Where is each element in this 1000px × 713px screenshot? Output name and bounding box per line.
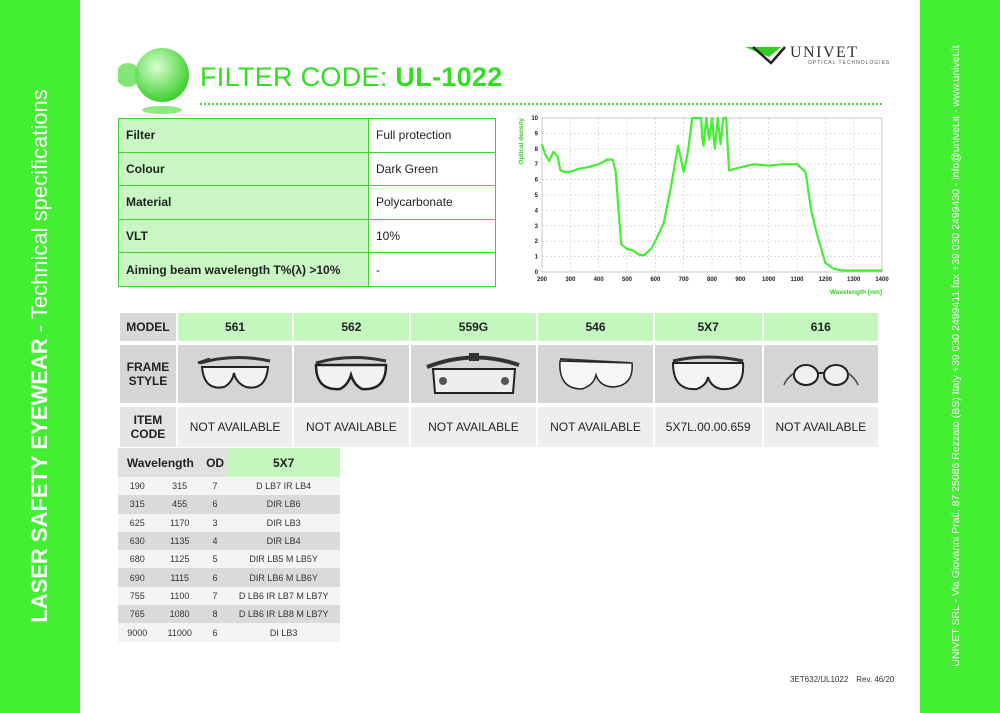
spec-row	[119, 119, 496, 153]
spec-value: Dark Green	[369, 152, 496, 186]
item-code: NOT AVAILABLE	[411, 407, 537, 447]
frame-style-label: FRAME STYLE	[120, 345, 176, 403]
table-row	[118, 605, 340, 623]
footer	[790, 675, 902, 684]
frame-image	[655, 345, 762, 403]
model-name: 559G	[411, 313, 537, 341]
table-row	[118, 495, 340, 513]
spec-label: Colour	[119, 152, 369, 186]
spec-label: Material	[119, 186, 369, 220]
item-code: NOT AVAILABLE	[294, 407, 408, 447]
x-axis-label: Wavelength [nm]	[829, 289, 882, 296]
table-row	[118, 514, 340, 532]
x-tick-label: 700	[678, 277, 689, 283]
spec-label: VLT	[119, 219, 369, 253]
spec-row	[119, 186, 496, 220]
wavelength-from: 680	[118, 550, 157, 568]
od-value: 6	[203, 495, 228, 513]
frame-image	[178, 345, 292, 403]
y-tick-label: 7	[534, 162, 538, 169]
spec-label: Aiming beam wavelength T%(λ) >10%	[119, 253, 369, 287]
wavelength-from: 630	[118, 532, 157, 550]
sidebar-right-contact: UNIVET SRL - Via Giovanni Prati, 87 25086 Rezzato (BS) Italy +39 030 2499411 fax +39 030 2499430 - info@univet.it - www.univet.it	[950, 45, 962, 667]
brand-name: UNIVET	[790, 44, 859, 61]
x-tick-label: 1300	[846, 277, 861, 283]
od-value: 3	[203, 514, 228, 532]
x-tick-label: 1200	[818, 277, 833, 283]
wavelength-to: 315	[157, 477, 203, 495]
y-tick-label: 4	[534, 208, 538, 215]
item-code-row	[120, 407, 878, 447]
wavelength-to: 1115	[157, 568, 203, 586]
y-tick-label: 2	[534, 239, 538, 246]
model-name: 546	[538, 313, 652, 341]
model-name: 616	[764, 313, 878, 341]
frame-image	[764, 345, 878, 403]
spec-row	[119, 219, 496, 253]
table-row	[118, 532, 340, 550]
item-code: 5X7L.00.00.659	[655, 407, 762, 447]
y-tick-label: 3	[534, 223, 538, 230]
table-row	[118, 550, 340, 568]
x-tick-label: 900	[735, 277, 746, 283]
sidebar-left-title: LASER SAFETY EYEWEAR - Technical specifications	[27, 89, 52, 623]
od-value: 5	[203, 550, 228, 568]
wavelength-from: 315	[118, 495, 157, 513]
marking-value: DIR LB5 M LB5Y	[227, 550, 340, 568]
wavelength-to: 1170	[157, 514, 203, 532]
wavelength-header-row	[118, 448, 340, 477]
wavelength-from: 9000	[118, 623, 157, 641]
doc-code: 3ET632/UL1022	[790, 675, 849, 684]
od-value: 8	[203, 605, 228, 623]
od-value: 6	[203, 568, 228, 586]
wavelength-from: 190	[118, 477, 157, 495]
revision: Rev. 46/20	[856, 675, 895, 684]
marking-value: D LB6 IR LB7 M LB7Y	[227, 587, 340, 605]
model-name: 5X7	[655, 313, 762, 341]
y-tick-label: 8	[534, 146, 538, 153]
x-tick-label: 1100	[790, 277, 804, 283]
y-tick-label: 6	[534, 177, 538, 184]
od-value: 7	[203, 587, 228, 605]
glasses-562-icon	[310, 349, 392, 397]
wavelength-table	[118, 448, 340, 642]
goggles-616-icon	[780, 349, 862, 397]
wavelength-to: 11000	[157, 623, 203, 641]
brand-subtitle: OPTICAL TECHNOLOGIES	[808, 60, 891, 66]
optical-density-chart	[515, 112, 890, 308]
glasses-546-icon	[554, 349, 636, 397]
frame-image	[411, 345, 537, 403]
x-tick-label: 600	[650, 277, 661, 283]
x-tick-label: 1400	[875, 277, 889, 283]
x-tick-label: 1000	[761, 277, 776, 283]
wavelength-from: 765	[118, 605, 157, 623]
item-code-label: ITEM CODE	[120, 407, 176, 447]
spec-row	[119, 152, 496, 186]
wavelength-to: 1080	[157, 605, 203, 623]
wavelength-from: 625	[118, 514, 157, 532]
y-axis-label: Optical density	[518, 118, 525, 165]
model-header-row	[120, 313, 878, 341]
x-tick-label: 300	[565, 277, 576, 283]
title-divider	[200, 103, 882, 105]
x-tick-label: 800	[706, 277, 718, 283]
model-name: 561	[178, 313, 292, 341]
page-title: FILTER CODE: UL-1022	[200, 62, 503, 92]
filter-logo-icon	[118, 42, 190, 114]
marking-value: DIR LB6	[227, 495, 340, 513]
y-tick-label: 5	[534, 193, 538, 199]
od-header: OD	[203, 448, 228, 477]
y-tick-label: 1	[534, 254, 538, 261]
spec-value: Polycarbonate	[369, 186, 496, 220]
model-5x7-header: 5X7	[227, 448, 340, 477]
wavelength-header: Wavelength	[118, 448, 203, 477]
wavelength-to: 1125	[157, 550, 203, 568]
marking-value: D LB7 IR LB4	[227, 477, 340, 495]
table-row	[118, 587, 340, 605]
wavelength-from: 690	[118, 568, 157, 586]
model-name: 562	[294, 313, 408, 341]
wavelength-to: 455	[157, 495, 203, 513]
goggles-559g-icon	[423, 347, 523, 399]
spec-label: Filter	[119, 119, 369, 153]
y-tick-label: 10	[531, 116, 538, 122]
x-tick-label: 500	[621, 277, 633, 283]
od-value: 4	[203, 532, 228, 550]
od-value: 7	[203, 477, 228, 495]
x-tick-label: 200	[536, 277, 548, 283]
wavelength-to: 1135	[157, 532, 203, 550]
frame-style-row	[120, 345, 878, 403]
y-tick-label: 9	[534, 131, 538, 138]
filter-spec-table	[118, 118, 496, 287]
spec-value: -	[369, 253, 496, 287]
frame-image	[538, 345, 652, 403]
marking-value: DI LB3	[227, 623, 340, 641]
table-row	[118, 623, 340, 641]
model-header-label: MODEL	[120, 313, 176, 341]
table-row	[118, 477, 340, 495]
item-code: NOT AVAILABLE	[764, 407, 878, 447]
model-table	[118, 313, 880, 447]
od-value: 6	[203, 623, 228, 641]
item-code: NOT AVAILABLE	[538, 407, 652, 447]
wavelength-from: 755	[118, 587, 157, 605]
spec-value: Full protection	[369, 119, 496, 153]
y-tick-label: 0	[534, 270, 538, 276]
item-code: NOT AVAILABLE	[178, 407, 292, 447]
marking-value: D LB6 IR LB8 M LB7Y	[227, 605, 340, 623]
glasses-561-icon	[194, 349, 276, 397]
spec-row	[119, 253, 496, 287]
spec-value: 10%	[369, 219, 496, 253]
table-row	[118, 568, 340, 586]
wavelength-to: 1100	[157, 587, 203, 605]
marking-value: DIR LB3	[227, 514, 340, 532]
frame-image	[294, 345, 408, 403]
marking-value: DIR LB6 M LB6Y	[227, 568, 340, 586]
marking-value: DIR LB4	[227, 532, 340, 550]
x-tick-label: 400	[593, 277, 604, 283]
glasses-5x7-icon	[667, 349, 749, 397]
